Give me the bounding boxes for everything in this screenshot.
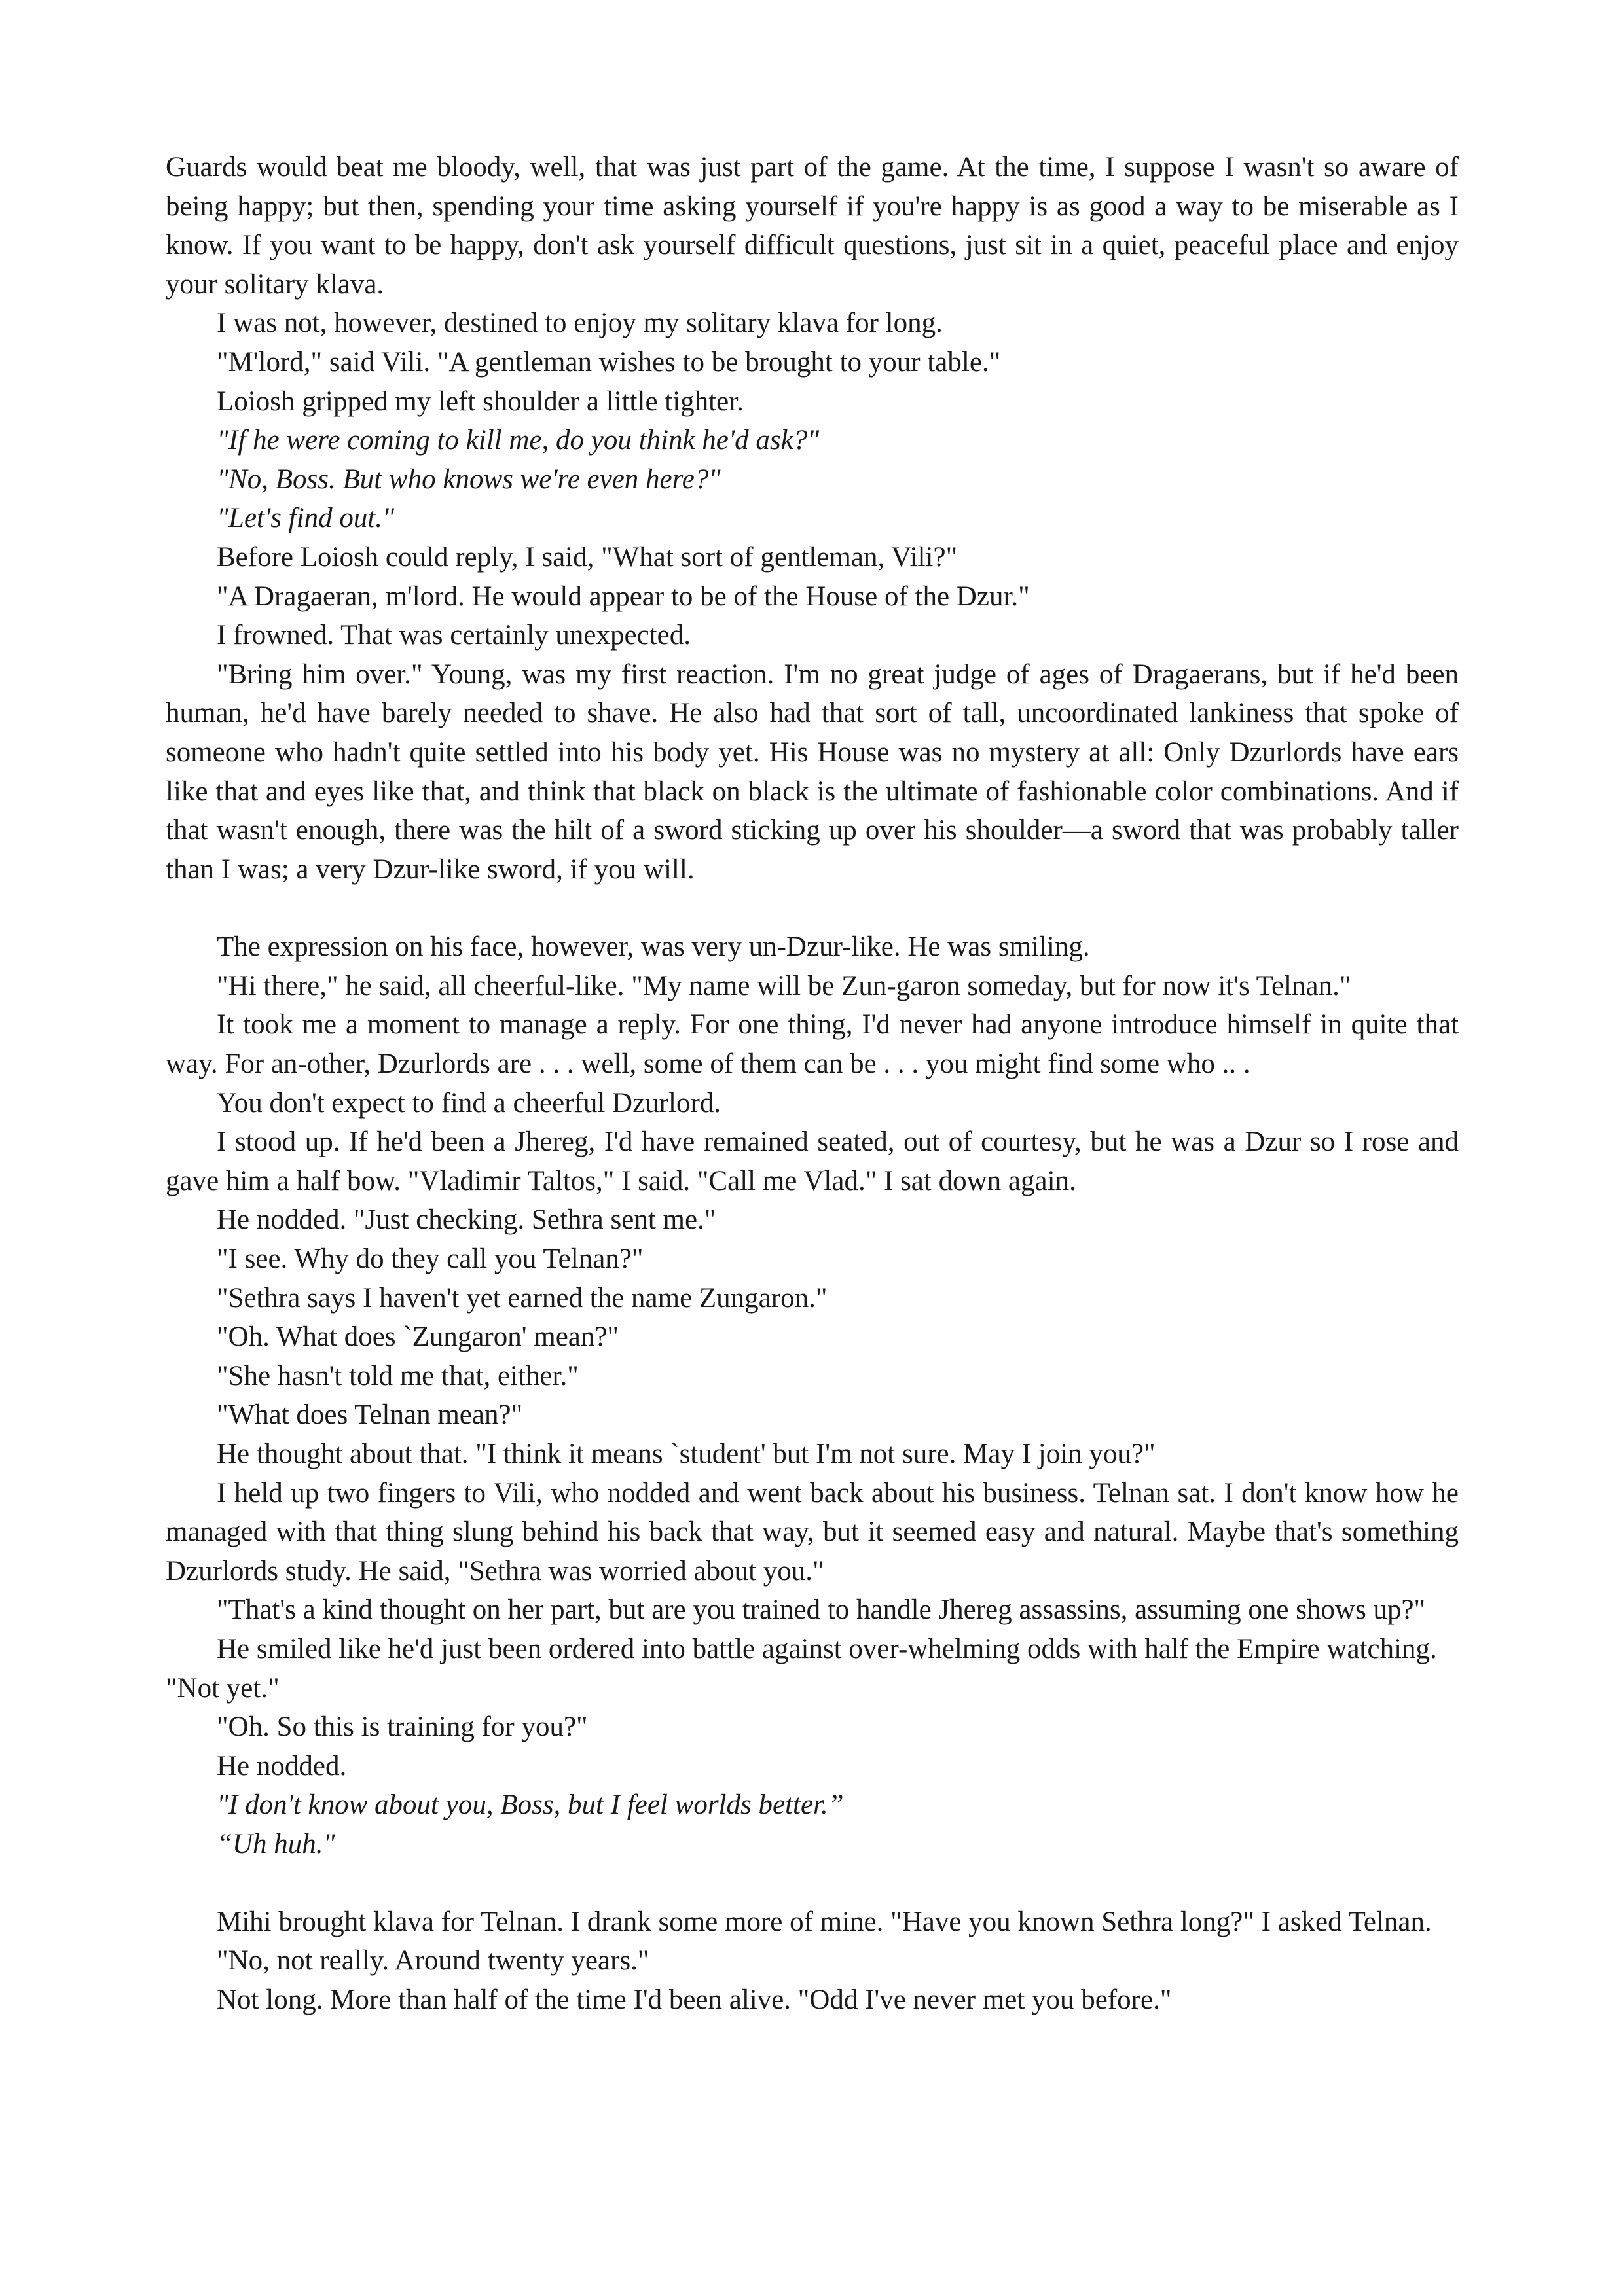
paragraph: He smiled like he'd just been ordered into battle against over-whelming odds with half the Empire watching. "Not yet." [166,1633,1437,1704]
paragraph: The expression on his face, however, was very un-Dzur-like. He was smiling. [217,931,1090,963]
paragraph: "Oh. So this is training for you?" [217,1712,588,1743]
paragraph: "That's a kind thought on her part, but are you trained to handle Jhereg assassins, assuming one shows up?" [217,1594,1426,1626]
paragraph: "I see. Why do they call you Telnan?" [217,1244,644,1275]
paragraph: You don't expect to find a cheerful Dzurlord. [217,1087,721,1119]
paragraph: "A Dragaeran, m'lord. He would appear to be of the House of the Dzur." [217,581,1030,612]
telepathic-line: "I don't know about you, Boss, but I feel worlds better.” [217,1789,844,1821]
book-page [166,148,1459,2019]
paragraph: He nodded. [217,1750,347,1782]
paragraph: I stood up. If he'd been a Jhereg, I'd have remained seated, out of courtesy, but he was a Dzur so I rose and gave him a half bow. "Vladimir Taltos," I said. "Call me Vlad." I sat down again. [166,1126,1459,1196]
paragraph: Before Loiosh could reply, I said, "What sort of gentleman, Vili?" [217,541,958,573]
paragraph: Not long. More than half of the time I'd been alive. "Odd I've never met you before." [217,1984,1172,2015]
paragraph: Loiosh gripped my left shoulder a little tighter. [217,386,744,417]
paragraph: I was not, however, destined to enjoy my solitary klava for long. [217,308,943,339]
paragraph: Guards would beat me bloody, well, that was just part of the game. At the time, I suppose I wasn't so aware of being happy; but then, spending your time asking yourself if you're happy is as good a way to be miserable as I know. If you want to be happy, don't ask yourself difficult questions, just sit in a quiet, peaceful place and enjoy your solitary klava. [166,152,1459,300]
paragraph: "No, not really. Around twenty years." [217,1945,649,1977]
paragraph: I frowned. That was certainly unexpected. [217,620,691,651]
paragraph: "Oh. What does `Zungaron' mean?" [217,1321,619,1353]
paragraph: "Hi there," he said, all cheerful-like. "My name will be Zun-garon someday, but for now it's Telnan." [217,970,1351,1001]
telepathic-line: "Let's find out." [217,503,395,534]
telepathic-line: “Uh huh." [217,1828,335,1859]
telepathic-line: "If he were coming to kill me, do you think he'd ask?" [217,425,820,456]
paragraph: He thought about that. "I think it means `student' but I'm not sure. May I join you?" [217,1439,1156,1469]
paragraph: I held up two fingers to Vili, who nodded and went back about his business. Telnan sat. I don't know how he managed with that thing slung behind his back that way, but it seemed easy and natural. Maybe that's something Dzurlords study. He said, "Sethra was worried about you." [166,1477,1459,1587]
paragraph: Mihi brought klava for Telnan. I drank some more of mine. "Have you known Sethra long?" I asked Telnan. [217,1906,1432,1937]
paragraph: It took me a moment to manage a reply. For one thing, I'd never had anyone introduce himself in quite that way. For an-other, Dzurlords are . . . well, some of them can be . . . you might find some who .. . [166,1009,1459,1080]
paragraph: "What does Telnan mean?" [217,1399,523,1431]
paragraph: "M'lord," said Vili. "A gentleman wishes to be brought to your table." [217,346,1001,378]
paragraph: He nodded. "Just checking. Sethra sent me." [217,1204,716,1236]
paragraph: "Sethra says I haven't yet earned the name Zungaron." [217,1282,828,1314]
paragraph: "She hasn't told me that, either." [217,1360,579,1391]
paragraph: "Bring him over." Young, was my first reaction. I'm no great judge of ages of Dragaerans, but if he'd been human, he'd have barely needed to shave. He also had that sort of tall, uncoordinated lankiness that spoke of someone who hadn't quite settled into his body yet. His House was no mystery at all: Only Dzurlords have ears like that and eyes like that, and think that black on black is the ultimate of fashionable color combinations. And if that wasn't enough, there was the hilt of a sword sticking up over his shoulder—a sword that was probably taller than I was; a very Dzur-like sword, if you will. [166,658,1459,885]
telepathic-line: "No, Boss. But who knows we're even here?" [217,463,721,495]
